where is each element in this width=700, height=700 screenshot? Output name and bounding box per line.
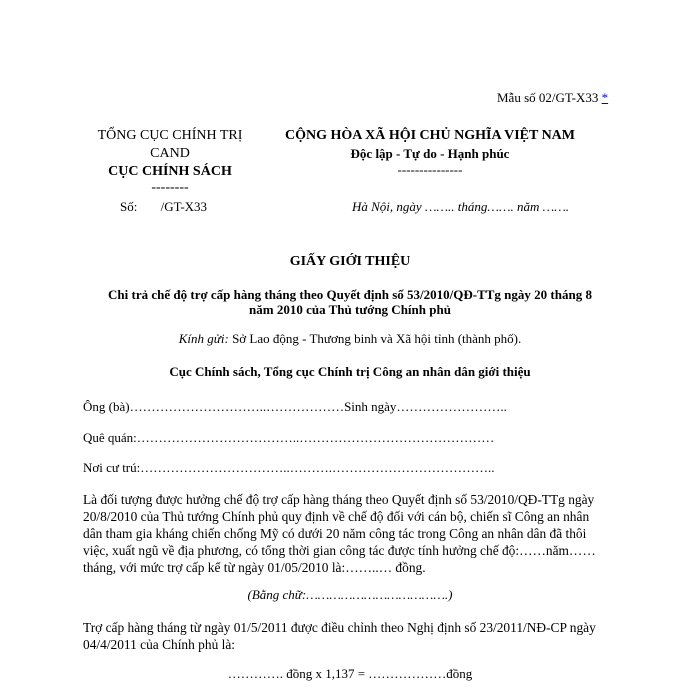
eligibility-paragraph — [83, 491, 611, 576]
issuer-line2: CAND — [150, 146, 190, 161]
paragraph-line: dân tham gia kháng chiến chống Mỹ có dưới 20 năm công tác trong Công an nhân dân đã thôi — [83, 526, 587, 541]
number-label: Số: — [120, 199, 138, 214]
subject-line1: Chi trả chế độ trợ cấp hàng tháng theo Quyết định số 53/2010/QĐ-TTg ngày 20 tháng 8 — [108, 287, 592, 302]
residence-field: Nơi cư trú:……………………………..……….……………………………….. — [83, 460, 495, 475]
hometown-field: Quê quán:………………………………..……………………………………… — [83, 430, 495, 445]
issuer-block — [80, 127, 260, 195]
calculation-line: …………. đồng x 1,137 = ………………đồng — [227, 666, 473, 681]
footnote-link[interactable]: * — [601, 90, 609, 105]
addressee — [0, 331, 700, 347]
form-code-text: Mẫu số 02/GT-X33 — [497, 90, 599, 105]
addressee-text: Sở Lao động - Thương binh và Xã hội tỉnh (thành phố). — [228, 331, 522, 346]
form-code — [497, 90, 608, 106]
number-suffix: /GT-X33 — [160, 199, 208, 214]
paragraph-line: 04/4/2011 của Chính phủ là: — [83, 637, 235, 652]
national-divider: --------------- — [397, 162, 463, 177]
document-title: GIẤY GIỚI THIỆU — [289, 254, 411, 269]
issuer-line1: TỔNG CỤC CHÍNH TRỊ — [97, 128, 243, 143]
introducer: Cục Chính sách, Tổng cục Chính trị Công an nhân dân giới thiệu — [169, 364, 531, 379]
name-field: Ông (bà)…………………………..………………Sinh ngày…………………….. — [83, 399, 507, 414]
paragraph-line: Trợ cấp hàng tháng từ ngày 01/5/2011 được điều chỉnh theo Nghị định số 23/2011/NĐ-CP ngày — [83, 620, 596, 635]
national-title: CỘNG HÒA XÃ HỘI CHỦ NGHĨA VIỆT NAM — [284, 128, 575, 143]
issuer-divider: -------- — [151, 180, 189, 195]
paragraph-line: Là đối tượng được hưởng chế độ trợ cấp hàng tháng theo Quyết định số 53/2010/QĐ-TTg ngày — [83, 492, 595, 507]
amount-in-words: (Bằng chữ:……………………………….) — [247, 587, 453, 602]
national-motto: Độc lập - Tự do - Hạnh phúc — [350, 146, 510, 161]
paragraph-line: việc, xuất ngũ về địa phương, có tổng thời gian công tác được tính hưởng chế độ:……năm…… — [83, 543, 596, 558]
national-block — [270, 127, 590, 177]
subject-line2: năm 2010 của Thủ tướng Chính phủ — [249, 302, 451, 317]
adjustment-paragraph — [83, 619, 611, 653]
paragraph-line: tháng, với mức trợ cấp kể từ ngày 01/05/2010 là:……..… đồng. — [83, 560, 426, 575]
issuer-line3: CỤC CHÍNH SÁCH — [108, 164, 232, 179]
place-date: Hà Nội, ngày …….. tháng……. năm ……. — [352, 199, 570, 214]
paragraph-line: 20/8/2010 của Thủ tướng Chính phủ quy định về chế độ đối với cán bộ, chiến sĩ Công an nhân — [83, 509, 590, 524]
addressee-label: Kính gửi: — [178, 331, 229, 346]
document-number — [120, 199, 207, 215]
